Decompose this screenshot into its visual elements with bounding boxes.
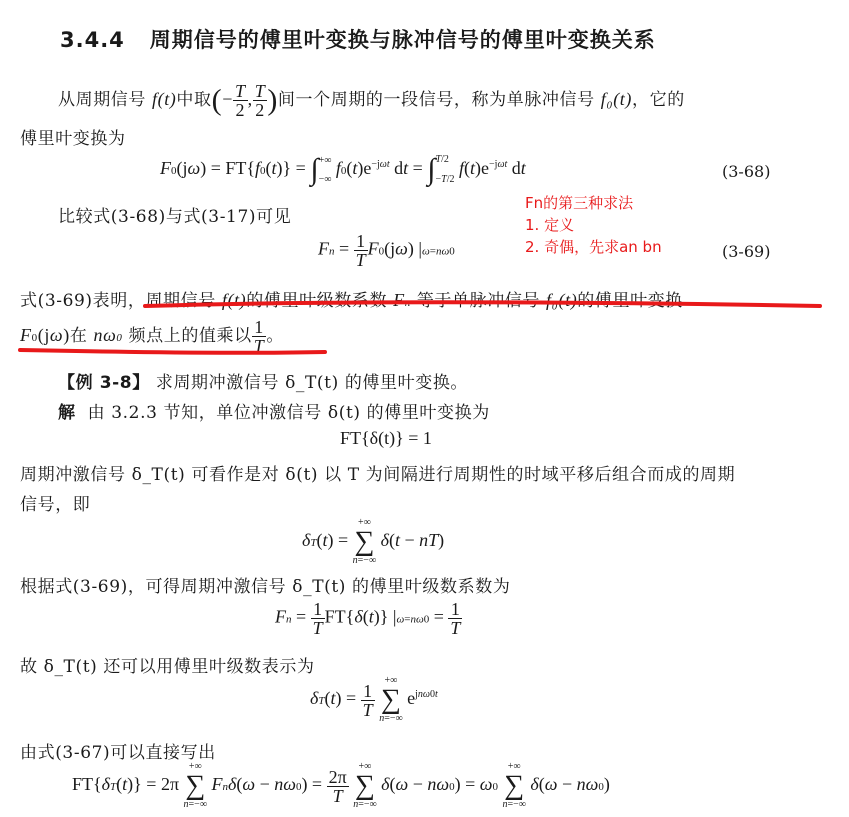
symbol-f-t: f(t) (152, 89, 177, 109)
section-number: 3.4.4 (60, 28, 125, 52)
symbol-f0-t: f₀(t) (600, 89, 632, 109)
equation-ft-delta-t: FT{δT(t)} = 2π +∞ ∑ n=−∞ Fnδ(ω − nω0) = $\frac{2\pi}{T}$ +∞ ∑ n=−∞ δ(ω − nω0) = ω0 +∞ ∑ n=−∞ δ(ω − nω0) (72, 761, 610, 810)
equation-delta-t-sum: δT(t) = +∞ ∑ n=−∞ δ(t − nT) (302, 517, 445, 566)
section-heading (60, 24, 656, 54)
compare-text: 比较式(3-68)与式(3-17)可见 (58, 207, 292, 227)
frac-t-half-pos: $\frac{T}{2}$ (254, 81, 266, 120)
para2-line2: 信号，即 (20, 495, 91, 515)
annotation-line-1: Fn的第三种求法 (525, 194, 634, 212)
example-label: 【例 3-8】 (58, 373, 150, 393)
statement-line2: F0(jω)在 nω0 频点上的值乘以 $\frac{1}{T}$ 。 (20, 317, 284, 356)
para3: 根据式(3-69)，可得周期冲激信号 δ_T(t) 的傅里叶级数系数为 (20, 577, 511, 597)
para4: 故 δ_T(t) 还可以用傅里叶级数表示为 (20, 657, 315, 677)
solution-text: 由 3.2.3 节知，单位冲激信号 δ(t) 的傅里叶变换为 (87, 403, 490, 423)
section-title: 周期信号的傅里叶变换与脉冲信号的傅里叶变换关系 (149, 28, 656, 52)
para5: 由式(3-67)可以直接写出 (20, 743, 216, 763)
example-text: 求周期冲激信号 δ_T(t) 的傅里叶变换。 (155, 373, 469, 393)
equation-3-68: F0(jω) = FT{f0(t)} = ∫+∞ −∞ $f0(t)e^{-j\omega t}$ dt = ∫T/2 −T/2 $f(t)e^{-j\omega t}$ dt (160, 153, 526, 186)
equation-delta-t-series: δT(t) = $\frac{1}{T}$ +∞ ∑ n=−∞ $e^{jn\omega 0t}$ (310, 675, 438, 724)
handwritten-annotation (525, 192, 662, 258)
equation-fn: Fn = $\frac{1}{T}$ FT{δ(t)} |ω=nω0 = $\frac{1}{T}$ (275, 599, 461, 638)
annotation-line-3: 2. 奇偶，先求an bn (525, 238, 662, 256)
para2-line1: 周期冲激信号 δ_T(t) 可看作是对 δ(t) 以 T 为间隔进行周期性的时域平移后组合而成的周期 (20, 465, 736, 485)
para1-line1: 从周期信号 f(t)中取(− $\frac{T}{2}$ , $\frac{T}{2}$ )间一个周期的一段信号，称为单脉冲信号 f₀(t)，它的 (58, 81, 685, 120)
equation-ft-delta: FT{δ(t)} = 1 (340, 428, 432, 448)
equation-number-3-68: (3-68) (722, 162, 771, 181)
solution-line (58, 398, 490, 423)
frac-t-half-neg: $\frac{T}{2}$ (234, 81, 246, 120)
para1-line2: 傅里叶变换为 (20, 129, 126, 149)
solution-label: 解 (58, 403, 76, 423)
annotation-line-2: 1. 定义 (525, 216, 575, 234)
statement-line1: 式(3-69)表明，周期信号 f(t)的傅里叶级数系数 Fn 等于单脉冲信号 f₀(t)的傅里叶变换 (20, 290, 683, 311)
equation-3-69: Fn = $\frac{1}{T}$ F0(jω) |ω=nω0 (318, 231, 455, 270)
example-line (58, 368, 468, 393)
equation-number-3-69: (3-69) (722, 242, 771, 261)
